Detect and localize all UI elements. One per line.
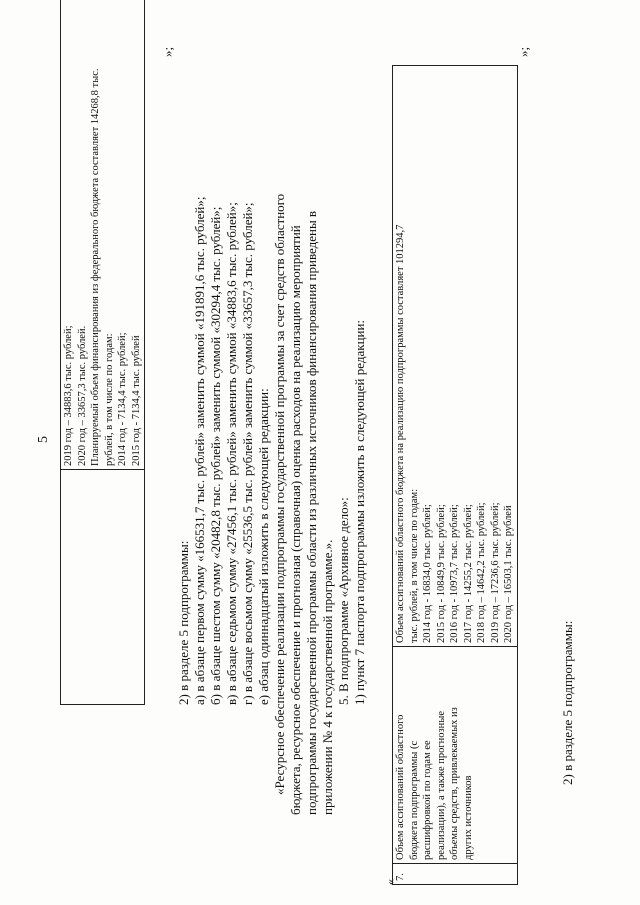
table1-line: 2020 год – 33657,3 тыс. рублей. [76, 325, 88, 466]
budget-table-continued [60, 0, 145, 705]
page-number: 5 [36, 436, 51, 443]
table1-right-cell [61, 0, 145, 470]
table1-left-cell [61, 470, 145, 705]
right-line: 2020 год – 16503,1 тыс. рублей [503, 505, 514, 643]
footer-text: 2) в разделе 5 подпрограммы: [560, 620, 575, 785]
text-line: 2) в разделе 5 подпрограммы: [176, 540, 191, 705]
right-line: 2014 год - 16834,0 тыс. рублей; [422, 504, 433, 643]
right-line: 2016 год - 10973,7 тыс. рублей; [449, 504, 460, 643]
amendment-text [176, 65, 368, 815]
text-line: 1) пункт 7 паспорта подпрограммы изложить в следующей редакции: [352, 319, 367, 705]
left-line: расшифровкой по годам ее [422, 740, 433, 860]
left-line: реализации), а также прогнозные [435, 710, 447, 860]
passport-table [392, 65, 518, 885]
table1-line: рублей, в том числе по годам: [103, 333, 115, 466]
text-line: подпрограммы государственной программы области из различных источников финансирования приведены в [304, 210, 319, 815]
closing-quote: »; [160, 46, 175, 57]
closing-quote: »; [516, 46, 531, 57]
left-line: других источников [462, 775, 474, 860]
table2-right-cell [393, 66, 518, 647]
text-line: приложении № 4 к государственной программе.». [320, 539, 335, 815]
table2-left-cell [393, 647, 518, 864]
opening-quote: « [383, 879, 397, 885]
text-line: б) в абзаце шестом сумму «20482,8 тыс. рублей» заменить суммой «30294,4 тыс. рублей»; [208, 206, 223, 705]
right-line: Объем ассигнований областного бюджета на реализацию подпрограммы составляет 101294,7 [395, 224, 406, 643]
text-line: «Ресурсное обеспечение реализации подпрограммы государственной программы за счет средств областного [272, 193, 287, 795]
text-line: в) в абзаце седьмом сумму «27456,1 тыс. рублей» заменить суммой «34883,6 тыс. рублей»; [224, 202, 239, 705]
text-line: а) в абзаце первом сумму «166531,7 тыс. рублей» заменить суммой «191891,6 тыс. рублей»; [192, 196, 207, 705]
left-line: объемы средств, привлекаемых из [449, 707, 460, 860]
right-line: 2018 год – 14642,2 тыс. рублей; [476, 502, 487, 643]
table1-line: Планируемый объем финансирования из федерального бюджета составляет 14268,8 тыс. [90, 68, 101, 466]
left-line: Объем ассигнований областного [395, 714, 406, 860]
left-line: бюджета подпрограммы (с [408, 740, 420, 860]
right-line: тыс. рублей, в том числе по годам: [408, 488, 420, 643]
right-line: 2017 год - 14255,2 тыс. рублей; [462, 504, 474, 643]
table1-line: 2015 год - 7134,4 тыс. рублей [130, 335, 142, 466]
row-number: 7. [393, 864, 518, 885]
text-line: е) абзац одиннадцатый изложить в следующей редакции: [256, 388, 271, 705]
text-line: г) в абзаце восьмом сумму «25536,5 тыс. рублей» заменить суммой «33657,3 тыс. рублей»; [240, 202, 255, 705]
right-line: 2015 год - 10849,9 тыс. рублей; [435, 504, 447, 643]
right-line: 2019 год – 17236,6 тыс. рублей; [489, 502, 501, 643]
text-line: 5. В подпрограмме «Архивное дело»: [336, 497, 351, 705]
table1-line: 2019 год – 34883,6 тыс. рублей; [63, 325, 74, 466]
text-line: бюджета, ресурсное обеспечение и прогнозная (справочная) оценка расходов на реализацию мероприятий [288, 225, 303, 815]
table1-line: 2014 год - 7134,4 тыс. рублей; [117, 332, 128, 466]
